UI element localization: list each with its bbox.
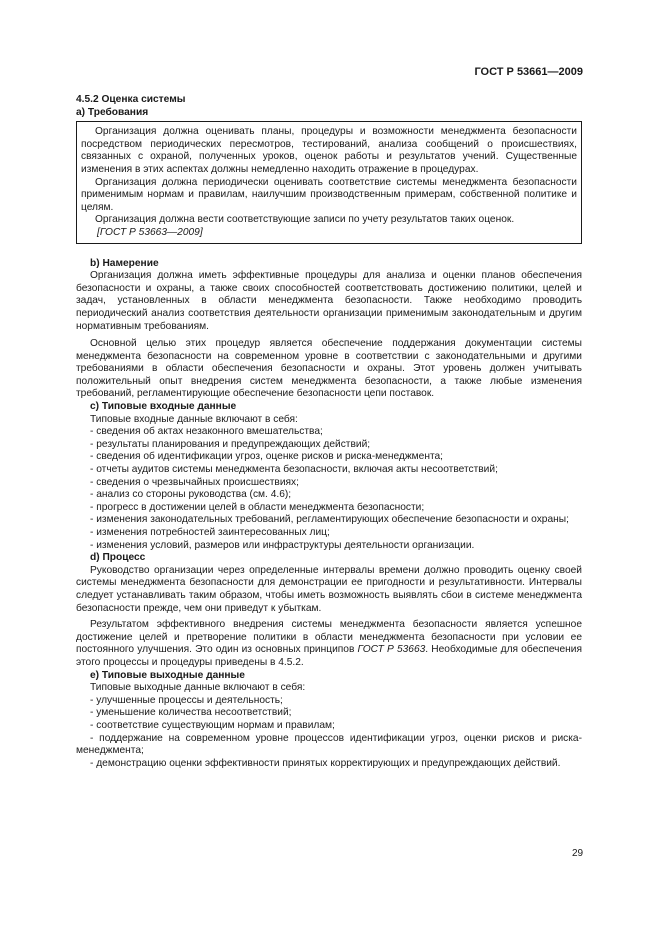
- output-item: - демонстрацию оценки эффективности принятых корректирующих и предупреждающих действий.: [90, 757, 561, 769]
- subsection-a-title: а) Требования: [76, 106, 149, 118]
- input-item: - прогресс в достижении целей в области менеджмента безопасности;: [90, 501, 425, 513]
- input-item: - изменения законодательных требований, регламентирующих обеспечение безопасности и охраны;: [90, 514, 569, 526]
- page-content: [76, 94, 582, 770]
- process-paragraph-2: [76, 619, 582, 669]
- output-item: - поддержание на современном уровне процессов идентификации угроз, оценки рисков и риска-менеджмента;: [76, 732, 582, 757]
- input-item: - отчеты аудитов системы менеджмента безопасности, включая акты несоответствий;: [90, 464, 498, 476]
- output-item: - уменьшение количества несоответствий;: [90, 707, 292, 719]
- requirements-paragraph-3: Организация должна вести соответствующие записи по учету результатов таких оценок.: [95, 214, 515, 226]
- process-text-b: . Необходимые для обеспечения этого процессы и процедуры приведены в 4.5.2.: [76, 644, 582, 668]
- output-item: - соответствие существующим нормам и правилам;: [90, 719, 335, 731]
- input-item: - сведения об актах незаконного вмешательства;: [90, 426, 323, 438]
- input-item: - результаты планирования и предупреждающих действий;: [90, 438, 371, 450]
- subsection-d-title: d) Процесс: [90, 552, 146, 564]
- input-item: - анализ со стороны руководства (см. 4.6);: [90, 489, 292, 501]
- requirements-paragraph-1: Организация должна оценивать планы, процедуры и возможности менеджмента безопасности посредством периодических пересмотров, тестирований, анализа сообщений о происшествиях, связанных с охраной, полученных уроков, оценок работы и результатов учений. Существенные изменения в этих аспектах должны немедленно находить отражение в процедурах.: [81, 126, 577, 175]
- input-item: - сведения о чрезвычайных происшествиях;: [90, 476, 299, 488]
- process-paragraph-1: Руководство организации через определенные интервалы времени должно проводить оценку своей системы менеджмента безопасности для демонстрации ее пригодности и результативности. Интервалы следует устанавливать таким образом, чтобы иметь возможность выявлять сбои в системе менеджмента безопасности прежде, чем они приведут к убыткам.: [76, 564, 582, 614]
- inputs-intro: Типовые входные данные включают в себя:: [90, 413, 298, 425]
- page-number: 29: [572, 848, 584, 859]
- input-item: - сведения об идентификации угроз, оценке рисков и риска-менеджмента;: [90, 451, 443, 463]
- input-item: - изменения условий, размеров или инфраструктуры деятельности организации.: [90, 539, 475, 551]
- intent-paragraph-1: Организация должна иметь эффективные процедуры для анализа и оценки планов обеспечения безопасности и охраны, а также своих способностей соответствовать достижению политики, целей и задач, установленных в области менеджмента безопасности. Также необходимо проводить периодический анализ соответствия деятельности организации применимым законодательным и другим нормативным требованиям.: [76, 270, 582, 332]
- input-item: - изменения потребностей заинтересованных лиц;: [90, 527, 330, 538]
- process-text-a: Результатом эффективного внедрения системы менеджмента безопасности является успешное достижение целей и претворение политики в области менеджмента безопасности при условии ее постоянного улучшения. Это один из основных принципов: [76, 619, 582, 656]
- requirements-box: [76, 121, 582, 243]
- subsection-c-title: c) Типовые входные данные: [90, 401, 237, 413]
- output-item: - улучшенные процессы и деятельность;: [90, 694, 283, 706]
- requirements-paragraph-2: Организация должна периодически оценивать соответствие системы менеджмента безопасности применимым нормам и правилам, наилучшим производственным примерам, собственной политике и целям.: [81, 176, 577, 213]
- intent-paragraph-2: Основной целью этих процедур является обеспечение поддержания документации системы менеджмента безопасности на современном уровне в соответствии с законодательными и другими требованиями в области обеспечения безопасности и охраны. Этот уровень должен учитывать положительный опыт внедрения систем менеджмента безопасности, а также любые изменения требований, регламентирующие обеспечение безопасности цепи поставок.: [76, 338, 582, 400]
- subsection-b-title: b) Намерение: [90, 257, 159, 269]
- section-title: 4.5.2 Оценка системы: [76, 94, 186, 105]
- document-header: ГОСТ Р 53661—2009: [474, 66, 583, 78]
- subsection-e-title: e) Типовые выходные данные: [90, 669, 245, 681]
- requirements-reference: [ГОСТ Р 53663—2009]: [97, 226, 203, 238]
- outputs-intro: Типовые выходные данные включают в себя:: [90, 682, 306, 694]
- standard-reference: ГОСТ Р 53663: [357, 644, 426, 656]
